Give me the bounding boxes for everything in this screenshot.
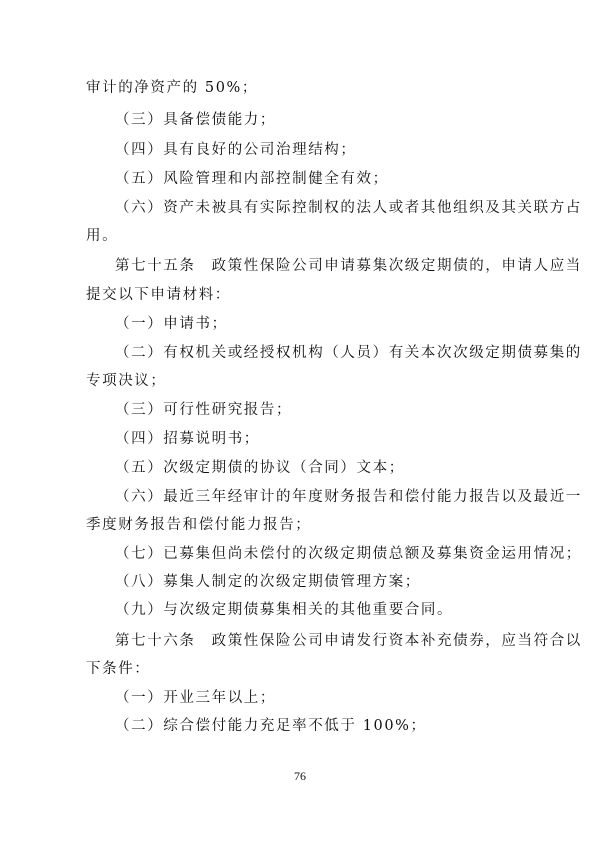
text-line: （一）申请书； [115, 316, 228, 332]
text-line: （四）招募说明书； [115, 431, 260, 447]
text-line: 提交以下申请材料： [86, 287, 231, 303]
text-line: 季度财务报告和偿付能力报告； [86, 517, 312, 533]
text-line: 审计的净资产的 50%； [86, 80, 259, 96]
text-line: （七）已募集但尚未偿付的次级定期债总额及募集资金运用情况； [115, 546, 582, 562]
text-line: （二）有权机关或经授权机构（人员）有关本次次级定期债募集的 [115, 345, 582, 361]
text-line: （六）最近三年经审计的年度财务报告和偿付能力报告以及最近一 [115, 489, 582, 505]
page-number: 76 [294, 769, 306, 783]
text-line: （五）风险管理和内部控制健全有效； [115, 171, 389, 187]
article-heading-line: 第七十六条 政策性保险公司申请发行资本补充债券，应当符合以 [115, 633, 582, 649]
text-line: 专项决议； [86, 373, 167, 389]
article-heading-line: 第七十五条 政策性保险公司申请募集次级定期债的，申请人应当 [115, 258, 582, 274]
text-line: （三）具备偿债能力； [115, 112, 276, 128]
text-line: （五）次级定期债的协议（合同）文本； [115, 460, 405, 476]
text-line: （八）募集人制定的次级定期债管理方案； [115, 574, 421, 590]
text-line: （三）可行性研究报告； [115, 402, 293, 418]
text-line: 用。 [86, 228, 119, 244]
text-line: （二）综合偿付能力充足率不低于 100%； [115, 718, 427, 734]
text-line: （四）具有良好的公司治理结构； [115, 142, 357, 158]
text-line: （六）资产未被具有实际控制权的法人或者其他组织及其关联方占 [115, 200, 582, 216]
text-line: （一）开业三年以上； [115, 690, 276, 706]
text-line: 下条件： [86, 661, 151, 677]
text-line: （九）与次级定期债募集相关的其他重要合同。 [115, 602, 454, 618]
